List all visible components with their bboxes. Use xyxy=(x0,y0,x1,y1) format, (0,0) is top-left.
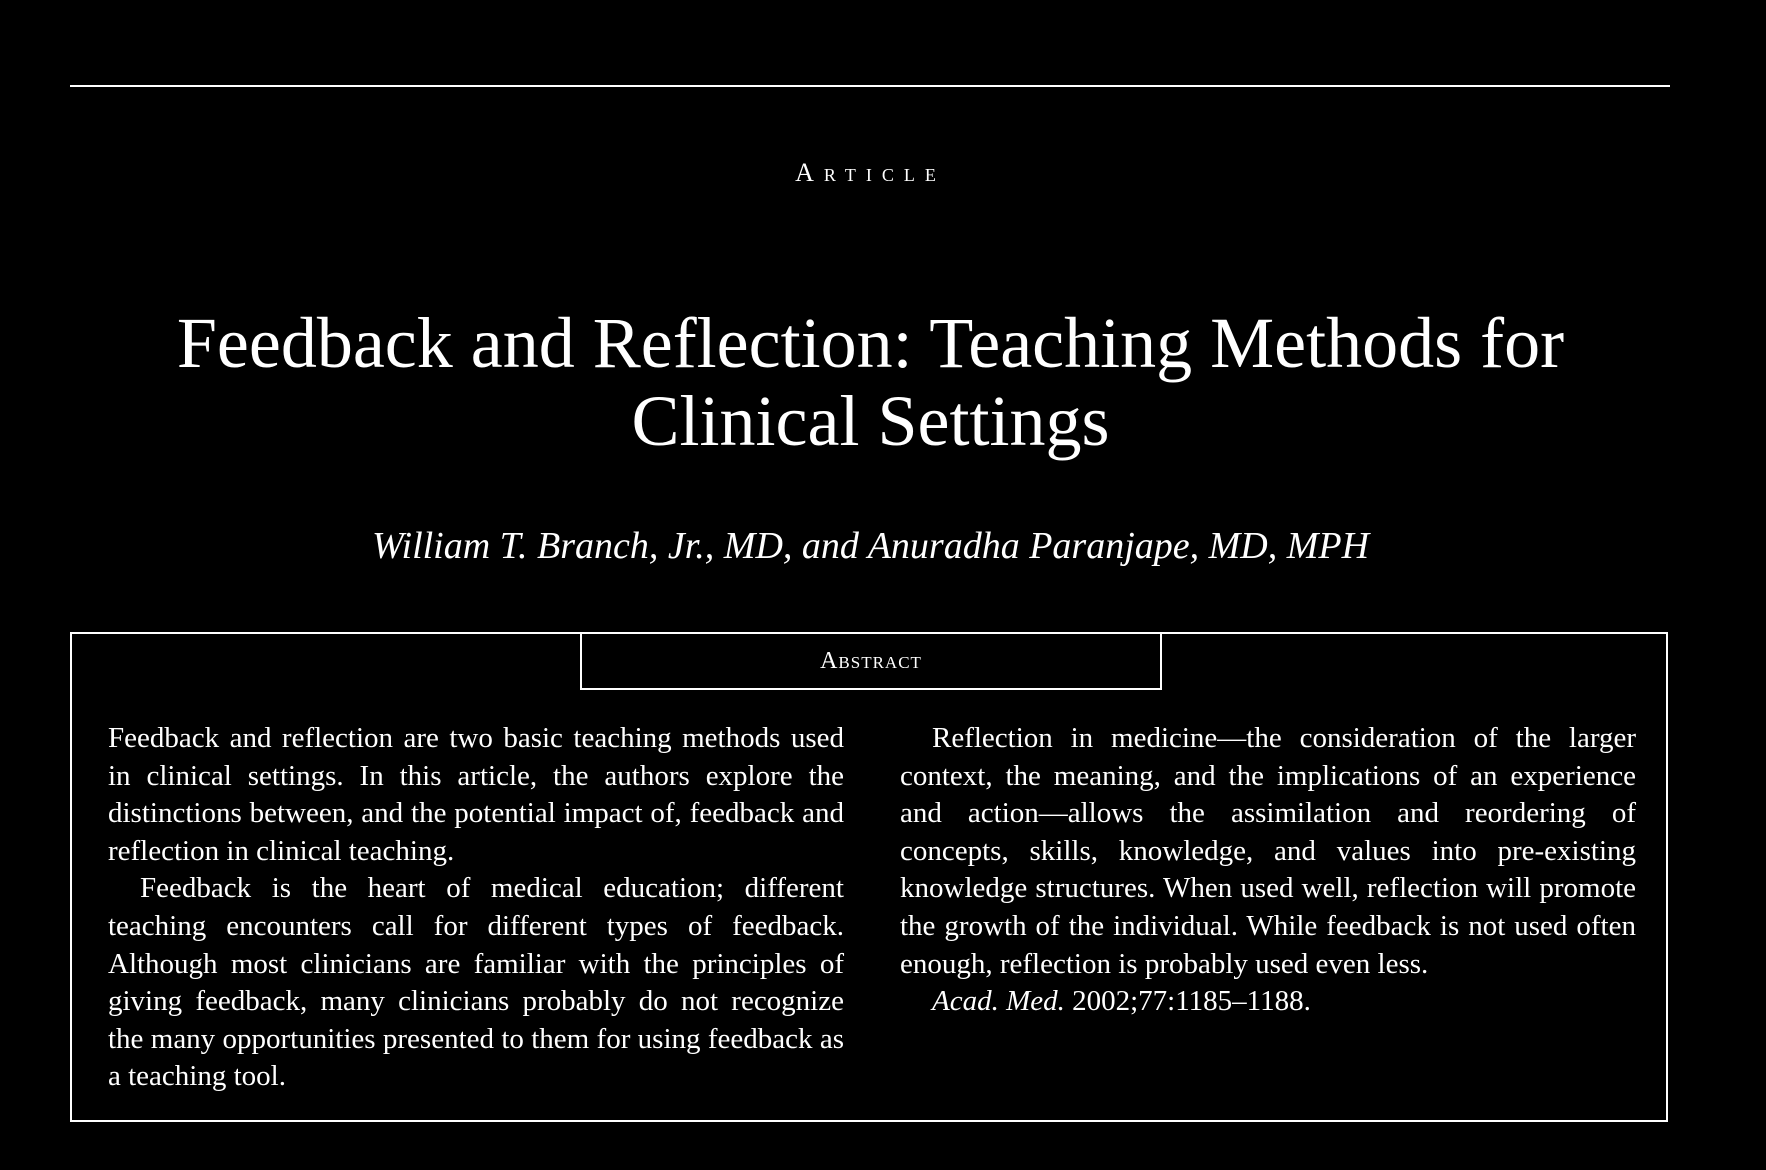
abstract-right-column xyxy=(900,720,1636,1021)
abstract-box xyxy=(70,632,1668,1122)
article-authors: William T. Branch, Jr., MD, and Anuradha Paranjape, MD, MPH xyxy=(371,525,1370,567)
article-title-line-2: Clinical Settings xyxy=(631,381,1110,461)
top-rule xyxy=(70,85,1670,87)
citation-details: 2002;77:1185–1188. xyxy=(1072,985,1311,1018)
abstract-left-column xyxy=(108,720,844,1096)
abstract-paragraph: Reflection in medicine—the consideration of the larger context, the meaning, and the implications of an experience and action—allows the assimilation and reordering of concepts, skills, knowledge, and values into pre-existing knowledge structures. When used well, reflection will promote the growth of the individual. While feedback is not used often enough, reflection is probably used even less. xyxy=(900,722,1636,980)
section-label: Article xyxy=(795,158,946,187)
abstract-heading: Abstract xyxy=(580,632,1162,690)
abstract-paragraph: Feedback is the heart of medical education; different teaching encounters call for different types of feedback. Although most clinicians are familiar with the principles of giving feedback, many clinicians probably do not recognize the many opportunities presented to them for using feedback as a teaching tool. xyxy=(108,872,844,1093)
abstract-citation xyxy=(900,983,1636,1021)
abstract-paragraph: Feedback and reflection are two basic teaching methods used in clinical settings. In this article, the authors explore the distinctions between, and the potential impact of, feedback and reflection in clinical teaching. xyxy=(108,722,844,867)
citation-journal: Acad. Med. xyxy=(932,985,1065,1018)
article-title xyxy=(0,304,1741,460)
article-title-line-1: Feedback and Reflection: Teaching Methods for xyxy=(176,303,1565,383)
